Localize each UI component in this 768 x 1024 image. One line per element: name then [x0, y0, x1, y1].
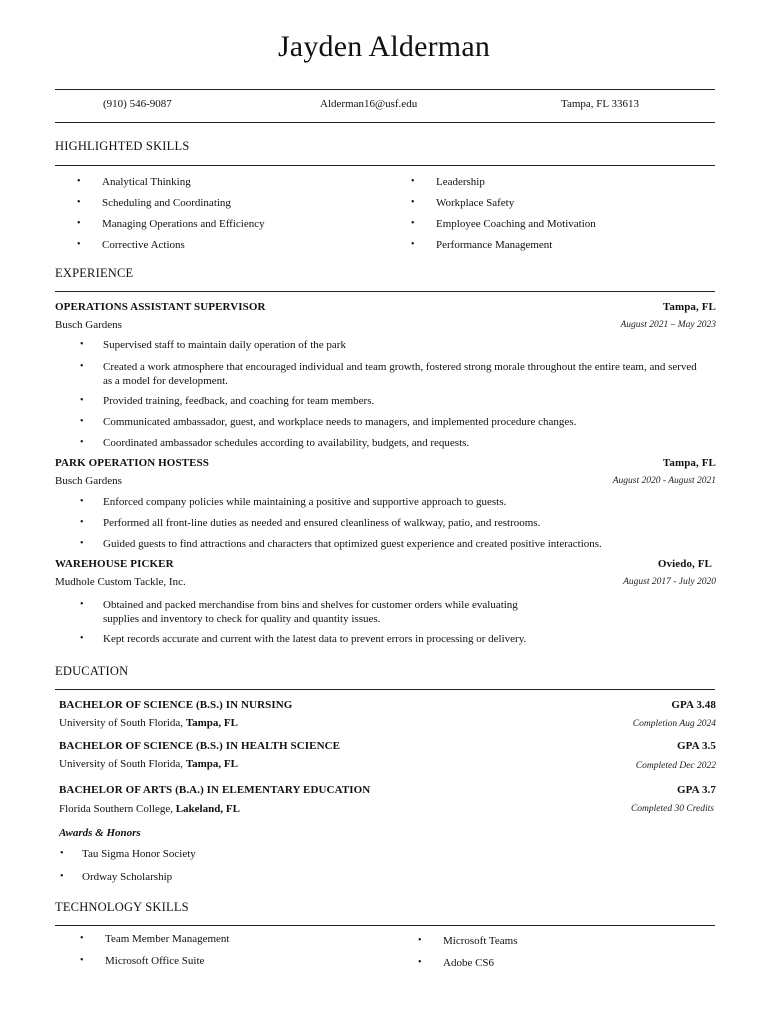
list-item: • Leadership — [411, 176, 485, 188]
list-item: • Obtained and packed merchandise from bins and shelves for customer orders while evaluating supplies and inventory to check for quality and quantity issues. — [80, 599, 518, 625]
contact-location: Tampa, FL 33613 — [561, 98, 639, 110]
awards-list — [60, 848, 196, 883]
list-item: • Communicated ambassador, guest, and workplace needs to managers, and implemented procedure changes. — [80, 416, 577, 428]
list-item: • Performed all front-line duties as needed and ensured cleanliness of walkway, patio, and restrooms. — [80, 517, 541, 529]
divider — [55, 689, 715, 690]
list-item: • Guided guests to find attractions and characters that optimized guest experience and created positive interactions. — [80, 538, 602, 550]
job-title: WAREHOUSE PICKER — [55, 558, 174, 570]
job-location: Tampa, FL — [662, 301, 716, 313]
list-item: • Microsoft Office Suite — [80, 955, 205, 967]
skills-list-left — [77, 176, 265, 260]
degree-status: Completed Dec 2022 — [635, 761, 716, 771]
job-bullets — [80, 598, 723, 646]
awards-heading: Awards & Honors — [59, 827, 141, 839]
degree-title: BACHELOR OF SCIENCE (B.S.) IN NURSING — [59, 699, 293, 711]
job-dates: August 2021 – May 2023 — [620, 320, 716, 330]
list-item: • Managing Operations and Efficiency — [77, 218, 265, 230]
skills-heading: HIGHLIGHTED SKILLS — [55, 139, 190, 153]
list-item: • Kept records accurate and current with the latest data to prevent errors in processing or delivery. — [80, 633, 527, 645]
list-item: • Employee Coaching and Motivation — [411, 218, 596, 230]
degree-title: BACHELOR OF SCIENCE (B.S.) IN HEALTH SCIENCE — [59, 740, 341, 752]
job-title: OPERATIONS ASSISTANT SUPERVISOR — [55, 301, 266, 313]
list-item: • Corrective Actions — [77, 239, 185, 251]
job-bullets — [80, 495, 723, 551]
list-item: • Provided training, feedback, and coaching for team members. — [80, 395, 375, 407]
list-item: • Tau Sigma Honor Society — [60, 848, 196, 860]
list-item: • Analytical Thinking — [77, 176, 191, 188]
degree-status: Completed 30 Credits — [630, 804, 714, 814]
job-org: Mudhole Custom Tackle, Inc. — [55, 576, 186, 588]
list-item: • Team Member Management — [80, 933, 230, 945]
list-item: • Scheduling and Coordinating — [77, 197, 231, 209]
list-item: • Adobe CS6 — [418, 957, 495, 969]
tech-list-left — [80, 933, 230, 967]
education-heading: EDUCATION — [55, 664, 129, 678]
job-bullets — [80, 338, 723, 450]
degree-school: University of South Florida, Tampa, FL — [59, 758, 238, 770]
job-location: Oviedo, FL — [657, 558, 712, 570]
technology-heading: TECHNOLOGY SKILLS — [55, 900, 189, 914]
job-dates: August 2017 - July 2020 — [623, 577, 716, 587]
experience-heading: EXPERIENCE — [55, 266, 134, 280]
list-item: • Coordinated ambassador schedules according to availability, budgets, and requests. — [80, 437, 470, 449]
degree-gpa: GPA 3.5 — [677, 740, 716, 752]
degree-gpa: GPA 3.48 — [671, 699, 716, 711]
job-dates: August 2020 - August 2021 — [612, 476, 716, 486]
contact-email[interactable]: Alderman16@usf.edu — [320, 98, 418, 110]
degree-gpa: GPA 3.7 — [677, 784, 716, 796]
divider — [55, 925, 715, 926]
list-item: • Performance Management — [411, 239, 553, 251]
degree-school: University of South Florida, Tampa, FL — [59, 717, 238, 729]
divider — [55, 122, 715, 123]
skills-list-right — [411, 176, 596, 260]
list-item: • Workplace Safety — [411, 197, 515, 209]
job-title: PARK OPERATION HOSTESS — [55, 457, 209, 469]
job-org: Busch Gardens — [55, 319, 122, 331]
job-location: Tampa, FL — [662, 457, 716, 469]
tech-list-right — [418, 935, 518, 969]
degree-title: BACHELOR OF ARTS (B.A.) IN ELEMENTARY EDUCATION — [59, 784, 371, 796]
list-item: • Ordway Scholarship — [60, 871, 173, 883]
job-org: Busch Gardens — [55, 475, 122, 487]
list-item: • Microsoft Teams — [418, 935, 518, 947]
resume-name: Jayden Alderman — [277, 30, 491, 63]
list-item: • Created a work atmosphere that encouraged individual and team growth, fostered strong morale throughout the entire team, and served as a model for development. — [80, 361, 697, 387]
divider — [55, 291, 715, 292]
divider — [55, 89, 715, 90]
list-item: • Supervised staff to maintain daily operation of the park — [80, 339, 346, 351]
degree-school: Florida Southern College, Lakeland, FL — [59, 803, 240, 815]
degree-status: Completion Aug 2024 — [632, 719, 716, 729]
divider — [55, 165, 715, 166]
contact-phone: (910) 546-9087 — [103, 98, 172, 110]
list-item: • Enforced company policies while maintaining a positive and supportive approach to guests. — [80, 496, 507, 508]
